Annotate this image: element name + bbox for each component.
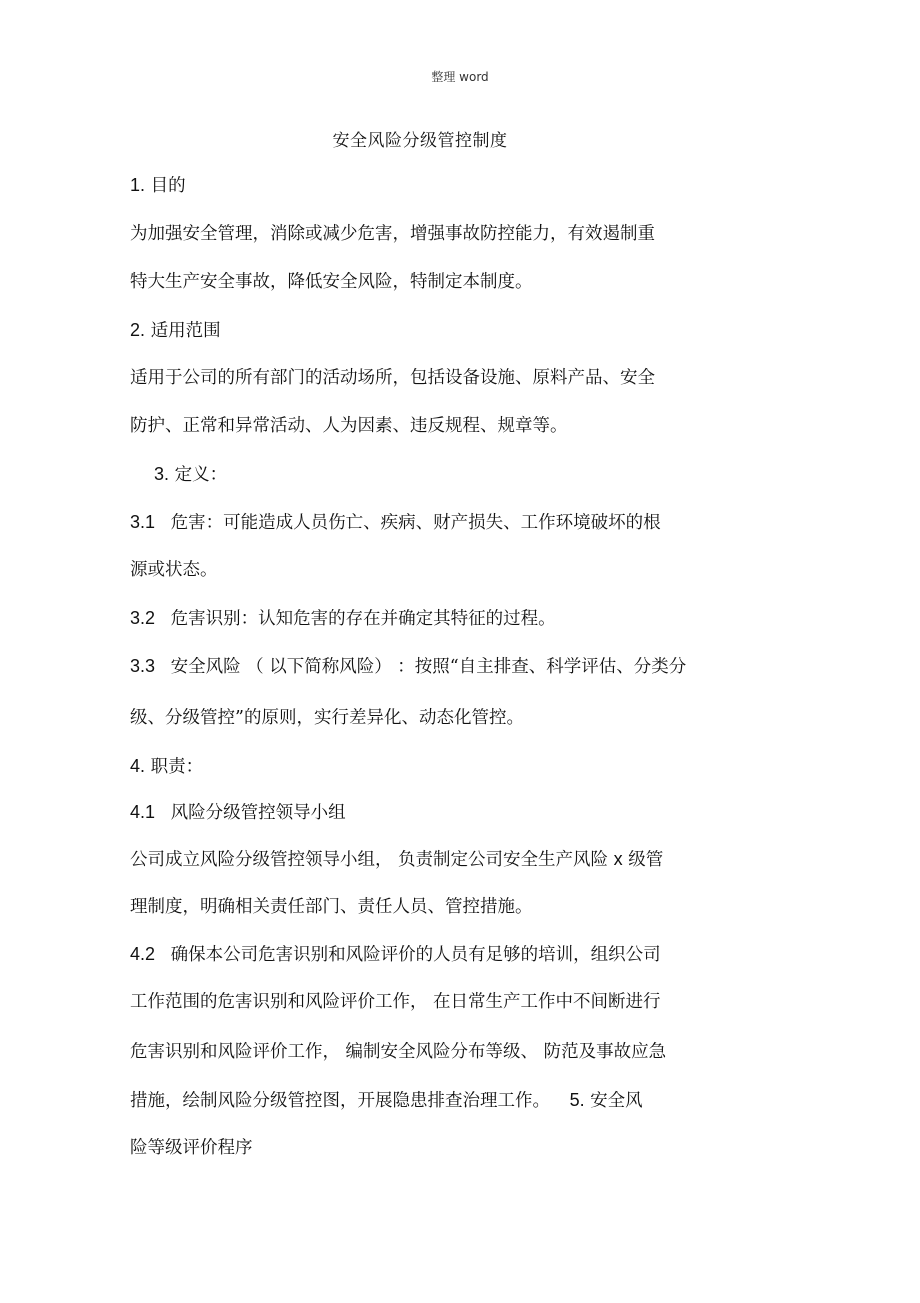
clause-text: 风险分级管控领导小组 (170, 803, 346, 823)
clause-number: 3.2 (130, 608, 156, 628)
paragraph-line: 理制度，明确相关责任部门、责任人员、管控措施。 (130, 897, 533, 917)
clause-text: 确保本公司危害识别和风险评价的人员有足够的培训，组织公司 (170, 945, 661, 965)
section-heading-1 (130, 173, 186, 198)
document-title: 安全风险分级管控制度 (332, 131, 508, 151)
paragraph-line: 源或状态。 (130, 560, 218, 580)
paragraph-text: 公司成立风险分级管控领导小组， 负责制定公司安全生产风险 (130, 850, 609, 870)
clause-number: 3.3 (130, 656, 156, 676)
paragraph-line: 适用于公司的所有部门的活动场所，包括设备设施、原料产品、安全 (130, 368, 655, 388)
clause-3-1 (130, 510, 661, 535)
paragraph-line (130, 1088, 643, 1113)
paragraph-line: 特大生产安全事故，降低安全风险，特制定本制度。 (130, 272, 533, 292)
paragraph-line: 为加强安全管理，消除或减少危害，增强事故防控能力，有效遏制重 (130, 224, 655, 244)
section-number: 2. (130, 320, 146, 340)
clause-text: 危害：可能造成人员伤亡、疾病、财产损失、工作环境破坏的根 (170, 513, 661, 533)
clause-number: 3.1 (130, 512, 156, 532)
section-heading-text: 适用范围 (150, 321, 221, 341)
page-header (0, 68, 920, 85)
section-number: 3. (154, 464, 170, 484)
clause-text: 安全风险 （ 以下简称风险） ：按照“自主排查、科学评估、分类分 (170, 657, 687, 677)
paragraph-text: 级管 (628, 850, 664, 870)
paragraph-line: 级、分级管控”的原则，实行差异化、动态化管控。 (130, 708, 524, 728)
clause-4-1 (130, 800, 346, 825)
inline-latin-char: x (613, 849, 623, 869)
paragraph-text: 措施，绘制风险分级管控图，开展隐患排查治理工作。 (130, 1091, 550, 1111)
section-heading-4 (130, 754, 203, 779)
section-heading-3 (154, 462, 227, 487)
section-number: 4. (130, 756, 146, 776)
clause-4-2 (130, 942, 661, 967)
section-number: 1. (130, 175, 146, 195)
header-label-cn: 整理 (431, 70, 456, 84)
section-heading-2 (130, 318, 221, 343)
section-heading-text: 目的 (150, 176, 186, 196)
header-label-en: word (459, 70, 489, 84)
paragraph-line: 险等级评价程序 (130, 1138, 253, 1158)
clause-number: 4.2 (130, 944, 156, 964)
clause-3-3 (130, 654, 686, 679)
paragraph-line: 危害识别和风险评价工作， 编制安全风险分布等级、 防范及事故应急 (130, 1042, 667, 1062)
clause-number: 4.1 (130, 802, 156, 822)
clause-3-2 (130, 606, 556, 631)
paragraph-line: 防护、正常和异常活动、人为因素、违反规程、规章等。 (130, 416, 568, 436)
paragraph-line: 工作范围的危害识别和风险评价工作， 在日常生产工作中不间断进行 (130, 992, 661, 1012)
clause-text: 危害识别：认知危害的存在并确定其特征的过程。 (170, 609, 556, 629)
section-heading-text: 安全风 (590, 1091, 643, 1111)
paragraph-line (130, 847, 663, 872)
section-heading-text: 职责： (150, 757, 204, 777)
section-number: 5. (569, 1090, 585, 1110)
section-heading-text: 定义： (174, 465, 228, 485)
